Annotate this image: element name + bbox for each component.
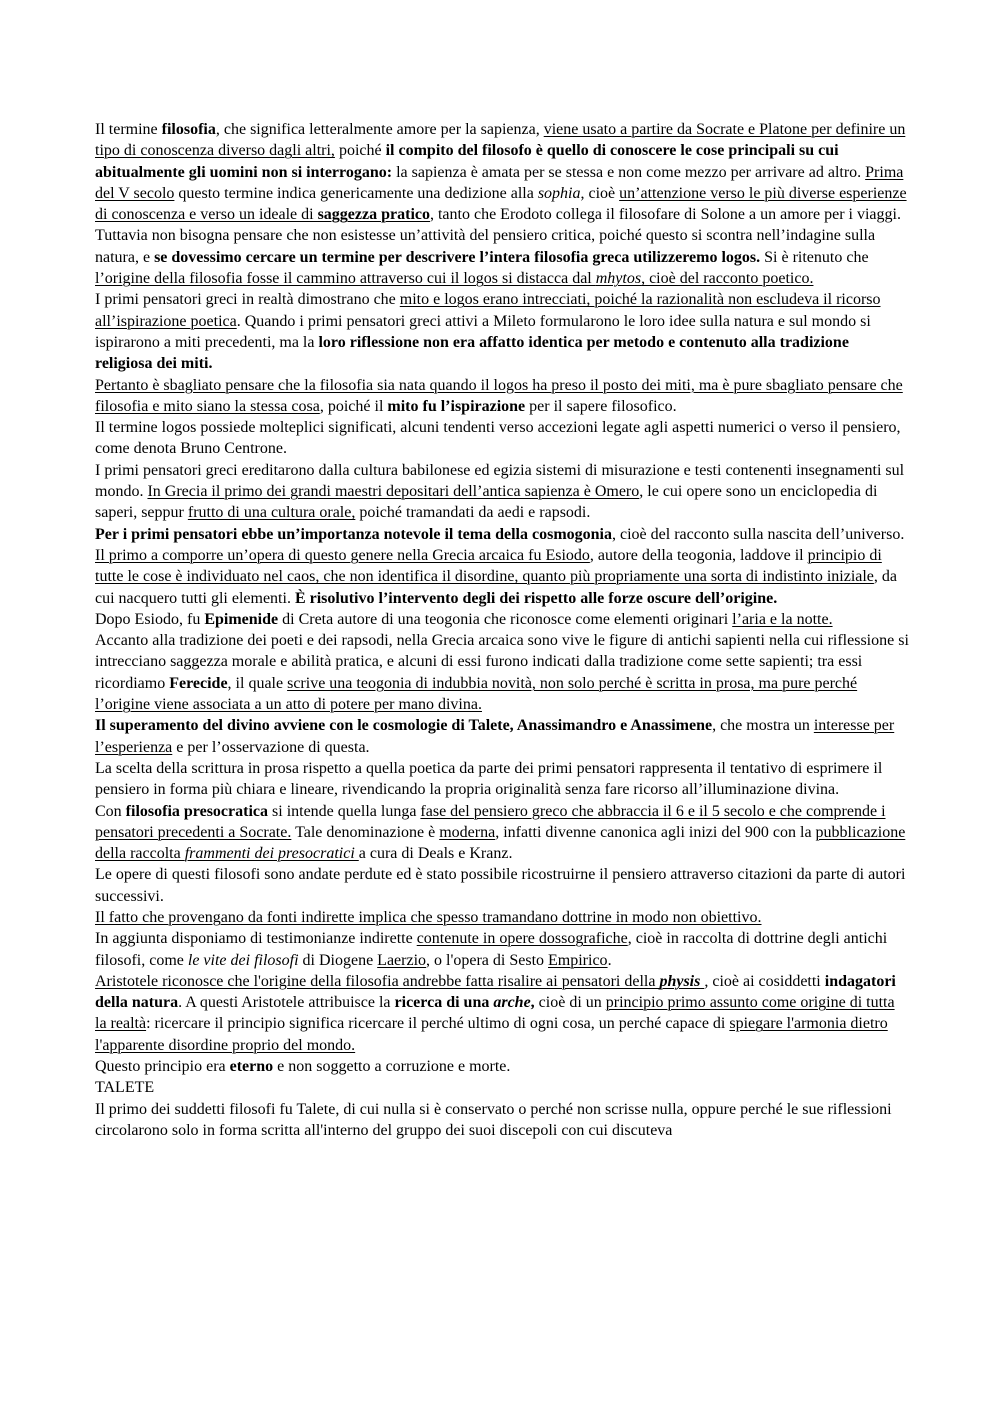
- paragraph: [95, 758, 910, 801]
- text-run: poiché: [334, 142, 386, 160]
- text-run: I primi pensatori greci in realtà dimostrano che: [95, 291, 400, 309]
- text-run: principio primo assunto come origine di tutta la realtà: [95, 994, 895, 1033]
- text-run: , cioè in raccolta di dottrine degli antichi filosofi, come: [95, 930, 888, 969]
- paragraph: [95, 1099, 910, 1142]
- text-run: frammenti dei presocratici: [184, 845, 359, 863]
- text-run: Il primo dei suddetti filosofi fu Talete, di cui nulla si è conservato o perché non scrisse nulla, oppure perché le sue riflessioni circolarono solo in forma scritta all'interno del gruppo dei suoi discepoli con cui discuteva: [95, 1100, 892, 1139]
- text-run: , cioè del racconto poetico.: [641, 270, 814, 288]
- text-run: l’aria e la notte.: [732, 610, 833, 628]
- paragraph: [95, 864, 910, 907]
- text-run: Il termine logos possiede molteplici significati, alcuni tendenti verso accezioni legate agli aspetti numerici o verso il pensiero, come denota Bruno Centrone.: [95, 419, 901, 458]
- text-run: , cioè: [580, 184, 620, 202]
- paragraph: [95, 630, 910, 715]
- paragraph: [95, 417, 910, 460]
- paragraph: [95, 119, 910, 289]
- text-run: : ricercare il principio significa ricercare il perché ultimo di ogni cosa, un perché capace di: [146, 1015, 730, 1033]
- text-run: Con: [95, 802, 126, 820]
- text-run: questo termine indica genericamente una dedizione alla: [174, 184, 538, 202]
- paragraph: [95, 715, 910, 758]
- text-run: Laerzio: [377, 951, 427, 969]
- text-run: Prima del V secolo: [95, 163, 904, 202]
- text-run: mhytos: [595, 270, 642, 288]
- text-run: mito fu l’ispirazione: [387, 397, 526, 415]
- text-run: principio di tutte le cose è individuato nel caos, che non identifica il disordine, quanto più propriamente una sorta di indistinto iniziale: [95, 546, 882, 586]
- text-run: contenute in opere dossografiche: [416, 930, 628, 948]
- paragraph: [95, 609, 910, 630]
- text-run: loro riflessione non era affatto identica per metodo e contenuto alla tradizione religiosa dei miti.: [95, 333, 849, 373]
- paragraph: [95, 1056, 910, 1077]
- text-run: Per i primi pensatori ebbe un’importanza notevole il tema della cosmogonia: [95, 525, 612, 543]
- paragraph: [95, 928, 910, 971]
- text-run: , cioè del racconto sulla nascita dell’universo.: [612, 525, 905, 543]
- paragraph: [95, 971, 910, 1056]
- text-run: pubblicazione della raccolta: [95, 823, 906, 863]
- text-run: In aggiunta disponiamo di testimonianze indirette: [95, 930, 417, 948]
- text-run: Si è ritenuto che: [760, 248, 869, 266]
- text-run: di Creta autore di una teogonia che riconosce come elementi originari: [278, 610, 733, 628]
- text-run: Ferecide: [169, 674, 228, 692]
- text-run: Le opere di questi filosofi sono andate perdute ed è stato possibile ricostruirne il pensiero attraverso citazioni da parte di autori successivi.: [95, 866, 906, 905]
- text-run: TALETE: [95, 1079, 155, 1097]
- text-run: sophia: [537, 184, 581, 202]
- paragraph: [95, 524, 910, 609]
- text-run: per il sapere filosofico.: [525, 397, 677, 415]
- text-run: e per l’osservazione di questa.: [172, 738, 370, 756]
- document-page: [95, 119, 910, 1141]
- text-run: , le cui opere sono un enciclopedia di saperi, seppur: [95, 483, 878, 522]
- text-run: , o l'opera di Sesto: [426, 951, 549, 969]
- text-run: indagatori della natura: [95, 972, 896, 1012]
- text-run: Questo principio era: [95, 1058, 230, 1076]
- text-run: . Quando i primi pensatori greci attivi a Mileto formularono le loro idee sulla natura e sul mondo si ispirarono a miti precedenti, ma la: [95, 312, 871, 351]
- text-run: Il superamento del divino avviene con le cosmologie di Talete, Anassimandro e Anassimene: [95, 717, 713, 735]
- text-run: , il quale: [227, 674, 288, 692]
- text-run: filosofia: [161, 121, 216, 138]
- text-run: le vite dei filosofi: [187, 951, 299, 969]
- text-run: I primi pensatori greci ereditarono dalla cultura babilonese ed egizia sistemi di misurazione e testi contenenti insegnamenti sul mondo.: [95, 461, 905, 501]
- text-run: la sapienza è amata per se stessa e non come mezzo per arrivare ad altro.: [392, 163, 866, 181]
- text-run: . A questi Aristotele attribuisce la: [178, 994, 395, 1012]
- text-run: , che mostra un: [712, 717, 814, 735]
- paragraph: [95, 801, 910, 865]
- text-run: , che significa letteralmente amore per la sapienza,: [215, 121, 544, 138]
- text-run: , autore della teogonia, laddove il: [589, 546, 808, 564]
- text-run: , tanto che Erodoto collega il filosofare di Solone a un amore per i viaggi. Tuttavia non bisogna pensare che non esistesse un’attività del pensiero critica, poiché questo si scontra nell’indagine sulla natura, e: [95, 206, 901, 266]
- text-run: .: [607, 951, 612, 969]
- text-run: È risolutivo l’intervento degli dei rispetto alle forze oscure dell’origine.: [294, 589, 778, 607]
- text-run: poiché tramandati da aedi e rapsodi.: [355, 504, 591, 522]
- text-run: filosofia presocratica: [125, 802, 269, 820]
- text-run: ,: [530, 994, 535, 1012]
- text-run: saggezza pratico: [317, 206, 430, 224]
- text-run: In Grecia il primo dei grandi maestri depositari dell’antica sapienza è Omero: [147, 483, 640, 501]
- section-heading: [95, 1077, 910, 1098]
- text-run: un’attenzione verso le più diverse esperienze di conoscenza e verso un ideale di: [95, 184, 907, 224]
- paragraph: [95, 460, 910, 524]
- paragraph: [95, 375, 910, 418]
- text-run: Aristotele riconosce che l'origine della filosofia andrebbe fatta risalire ai pensatori della: [95, 972, 660, 990]
- text-run: Il primo a comporre un’opera di questo genere nella Grecia arcaica fu Esiodo: [95, 546, 590, 564]
- text-run: , da cui nacquero tutti gli elementi.: [95, 568, 898, 607]
- text-run: Tale denominazione è: [291, 823, 440, 841]
- text-run: ricerca di una: [394, 994, 494, 1012]
- text-run: moderna: [439, 823, 496, 841]
- text-run: eterno: [229, 1058, 274, 1076]
- text-run: scrive una teogonia di indubbia novità, non solo perché è scritta in prosa, ma pure perché l’origine viene associata a un atto di potere per mano divina.: [95, 674, 858, 714]
- text-run: Il fatto che provengano da fonti indirette implica che spesso tramandano dottrine in modo non obiettivo.: [95, 908, 762, 926]
- text-run: frutto di una cultura orale,: [187, 504, 356, 522]
- text-run: Dopo Esiodo, fu: [95, 610, 205, 628]
- text-run: Epimenide: [204, 610, 279, 628]
- text-run: il compito del filosofo è quello di conoscere le cose principali su cui abitualmente gli uomini non si interrogano:: [95, 142, 839, 181]
- text-run: mito e logos erano intrecciati, poiché la razionalità non escludeva il ricorso all’ispirazione poetica: [95, 291, 881, 330]
- text-run: , infatti divenne canonica agli inizi del 900 con la: [495, 823, 816, 841]
- text-run: spiegare l'armonia dietro l'apparente disordine proprio del mondo.: [95, 1015, 888, 1054]
- text-run: di Diogene: [298, 951, 378, 969]
- text-run: Accanto alla tradizione dei poeti e dei rapsodi, nella Grecia arcaica sono vive le figure di antichi sapienti nella cui riflessione si intrecciano saggezza morale e abilità pratica, e alcuni di essi furono indicati dalla tradizione come sette sapienti; tra essi ricordiamo: [95, 632, 909, 692]
- text-run: fase del pensiero greco che abbraccia il 6 e il 5 secolo e che comprende i pensatori precedenti a Socrate.: [95, 802, 886, 841]
- text-run: arche: [493, 994, 531, 1012]
- text-run: se dovessimo cercare un termine per descrivere l’intera filosofia greca utilizzeremo logos.: [154, 248, 761, 266]
- text-run: e non soggetto a corruzione e morte.: [273, 1058, 511, 1076]
- text-run: physis: [659, 972, 701, 990]
- text-run: interesse per l’esperienza: [95, 717, 895, 756]
- paragraph: [95, 907, 910, 928]
- paragraph: [95, 289, 910, 374]
- text-run: , poiché il: [319, 397, 388, 415]
- text-run: Empirico: [548, 951, 608, 969]
- text-run: viene usato a partire da Socrate e Platone per definire un tipo di conoscenza diverso dagli altri,: [95, 121, 906, 160]
- text-run: , cioè ai cosiddetti: [704, 972, 825, 990]
- text-run: cioè di un: [534, 994, 606, 1012]
- text-run: La scelta della scrittura in prosa rispetto a quella poetica da parte dei primi pensatori rappresenta il tentativo di esprimere il pensiero in forma più chiara e lineare, rivendicando la propria originalità senza fare ricorso all’illuminazione divina.: [95, 759, 883, 799]
- text-run: l’origine della filosofia fosse il cammino attraverso cui il logos si distacca dal: [95, 270, 596, 288]
- text-run: si intende quella lunga: [268, 802, 421, 820]
- text-run: a cura di Deals e Kranz.: [358, 845, 513, 863]
- text-run: Il termine: [95, 121, 162, 138]
- text-run: Pertanto è sbagliato pensare che la filosofia sia nata quando il logos ha preso il posto dei miti, ma è pure sbagliato pensare che filosofia e mito siano la stessa cosa: [95, 376, 903, 415]
